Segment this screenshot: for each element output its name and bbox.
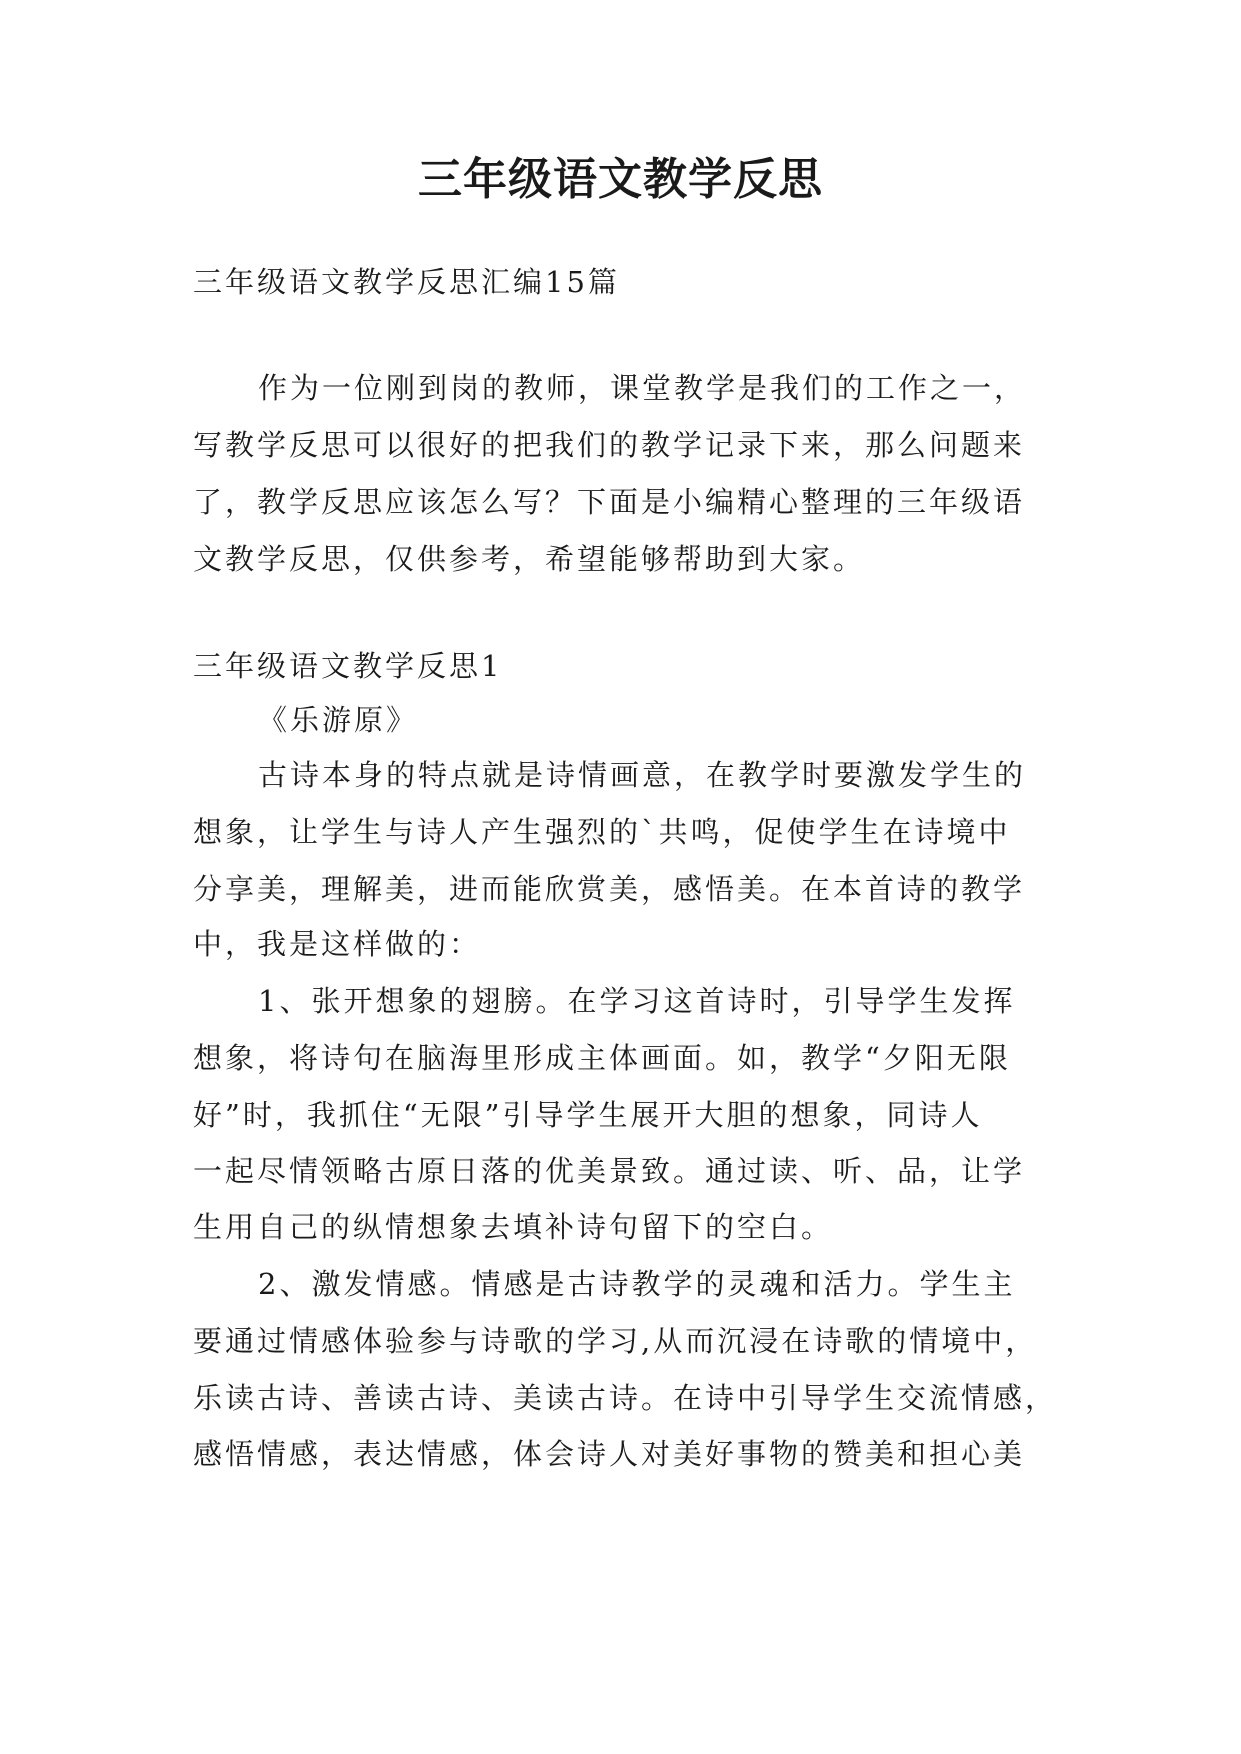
body-line: 要通过情感体验参与诗歌的学习,从而沉浸在诗歌的情境中，	[193, 1324, 1038, 1358]
intro-line: 写教学反思可以很好的把我们的教学记录下来，那么问题来	[193, 428, 1026, 462]
body-line: 分享美，理解美，进而能欣赏美，感悟美。在本首诗的教学	[193, 872, 1026, 906]
intro-line: 作为一位刚到岗的教师，课堂教学是我们的工作之一，	[258, 371, 1027, 405]
body-line: 想象，将诗句在脑海里形成主体画面。如，教学“夕阳无限	[193, 1041, 1011, 1075]
body-line: 生用自己的纵情想象去填补诗句留下的空白。	[193, 1210, 834, 1244]
body-line: 古诗本身的特点就是诗情画意，在教学时要激发学生的	[258, 758, 1027, 792]
intro-line: 文教学反思，仅供参考，希望能够帮助到大家。	[193, 542, 866, 576]
document-title: 三年级语文教学反思	[418, 154, 823, 205]
poem-title: 《乐游原》	[258, 703, 419, 737]
body-line: 好”时，我抓住“无限”引导学生展开大胆的想象，同诗人	[193, 1098, 983, 1132]
document-subtitle: 三年级语文教学反思汇编15篇	[193, 265, 620, 299]
body-line: 2、激发情感。情感是古诗教学的灵魂和活力。学生主	[258, 1267, 1016, 1301]
body-line: 1、张开想象的翅膀。在学习这首诗时，引导学生发挥	[258, 984, 1016, 1018]
intro-line: 了，教学反思应该怎么写？下面是小编精心整理的三年级语	[193, 485, 1026, 519]
body-line: 中，我是这样做的：	[193, 927, 482, 961]
section-heading: 三年级语文教学反思1	[193, 649, 503, 683]
body-line: 一起尽情领略古原日落的优美景致。通过读、听、品，让学	[193, 1154, 1026, 1188]
body-line: 乐读古诗、善读古诗、美读古诗。在诗中引导学生交流情感，	[193, 1381, 1058, 1415]
body-line: 感悟情感，表达情感，体会诗人对美好事物的赞美和担心美	[193, 1437, 1026, 1471]
body-line: 想象，让学生与诗人产生强烈的`共鸣，促使学生在诗境中	[193, 815, 1011, 849]
